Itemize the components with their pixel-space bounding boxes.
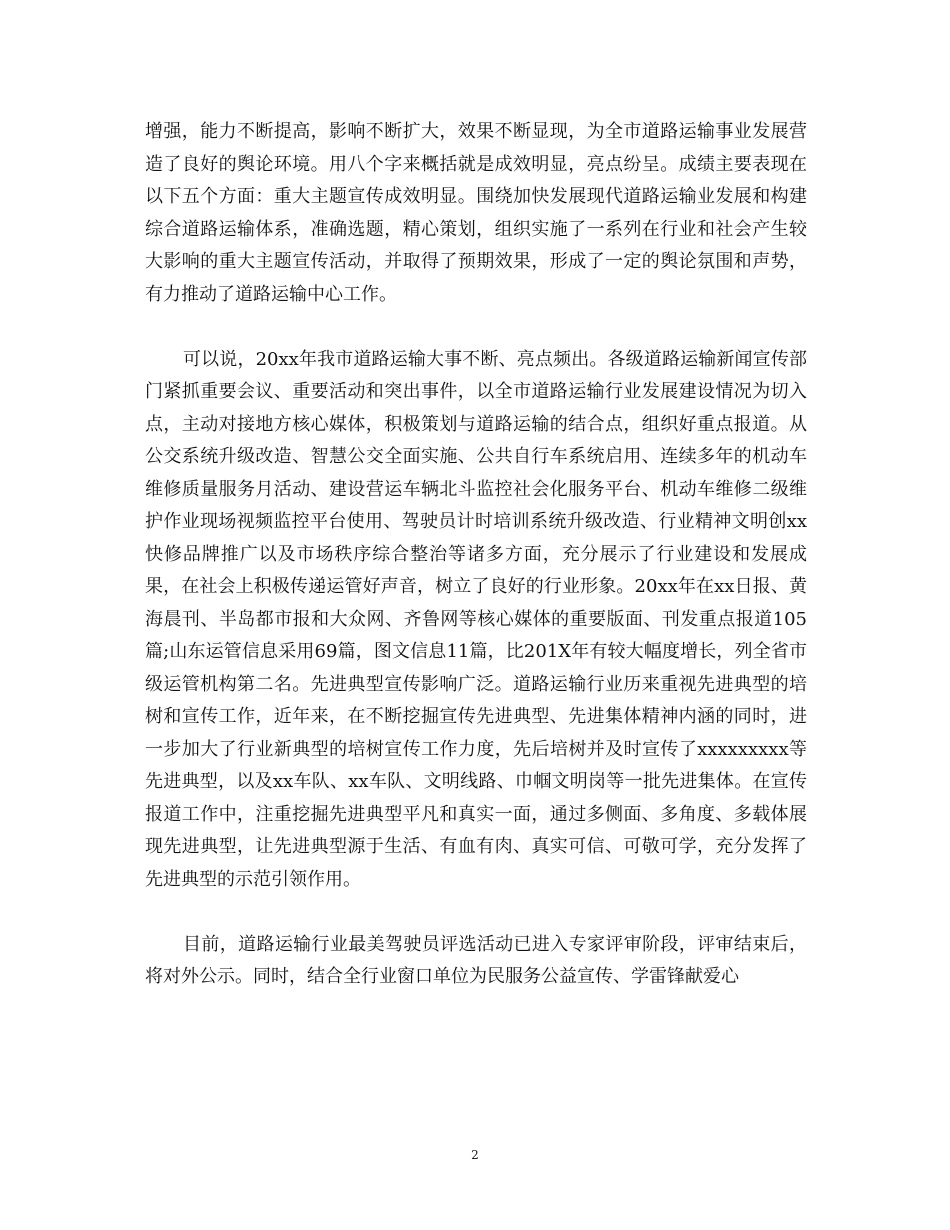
paragraph-2: 可以说，20xx年我市道路运输大事不断、亮点频出。各级道路运输新闻宣传部门紧抓重要会议、重要活动和突出事件，以全市道路运输行业发展建设情况为切入点，主动对接地方核心媒体，积极策划与道路运输的结合点，组织好重点报道。从公交系统升级改造、智慧公交全面实施、公共自行车系统启用、连续多年的机动车维修质量服务月活动、建设营运车辆北斗监控社会化服务平台、机动车维修二级维护作业现场视频监控平台使用、驾驶员计时培训系统升级改造、行业精神文明创xx快修品牌推广以及市场秩序综合整治等诸多方面，充分展示了行业建设和发展成果，在社会上积极传递运管好声音，树立了良好的行业形象。20xx年在xx日报、黄海晨刊、半岛都市报和大众网、齐鲁网等核心媒体的重要版面、刊发重点报道105篇;山东运管信息采用69篇，图文信息11篇，比201X年有较大幅度增长，列全省市级运管机构第二名。先进典型宣传影响广泛。道路运输行业历来重视先进典型的培树和宣传工作，近年来，在不断挖掘宣传先进典型、先进集体精神内涵的同时，进一步加大了行业新典型的培树宣传工作力度，先后培树并及时宣传了xxxxxxxxx等先进典型，以及xx车队、xx车队、文明线路、巾帼文明岗等一批先进集体。在宣传报道工作中，注重挖掘先进典型平凡和真实一面，通过多侧面、多角度、多载体展现先进典型，让先进典型源于生活、有血有肉、真实可信、可敬可学，充分发挥了先进典型的示范引领作用。 bbox=[145, 348, 807, 890]
paragraph-spacer bbox=[145, 896, 807, 929]
paragraph-spacer bbox=[145, 311, 807, 344]
paragraph-1: 增强，能力不断提高，影响不断扩大，效果不断显现，为全市道路运输事业发展营造了良好的舆论环境。用八个字来概括就是成效明显，亮点纷呈。成绩主要表现在以下五个方面：重大主题宣传成效明显。围绕加快发展现代道路运输业发展和构建综合道路运输体系，准确选题，精心策划，组织实施了一系列在行业和社会产生较大影响的重大主题宣传活动，并取得了预期效果，形成了一定的舆论氛围和声势，有力推动了道路运输中心工作。 bbox=[145, 121, 807, 305]
paragraph-3: 目前，道路运输行业最美驾驶员评选活动已进入专家评审阶段，评审结束后，将对外公示。同时，结合全行业窗口单位为民服务公益宣传、学雷锋献爱心 bbox=[145, 933, 807, 987]
page-number: 2 bbox=[471, 1148, 479, 1162]
document-body bbox=[145, 116, 807, 994]
